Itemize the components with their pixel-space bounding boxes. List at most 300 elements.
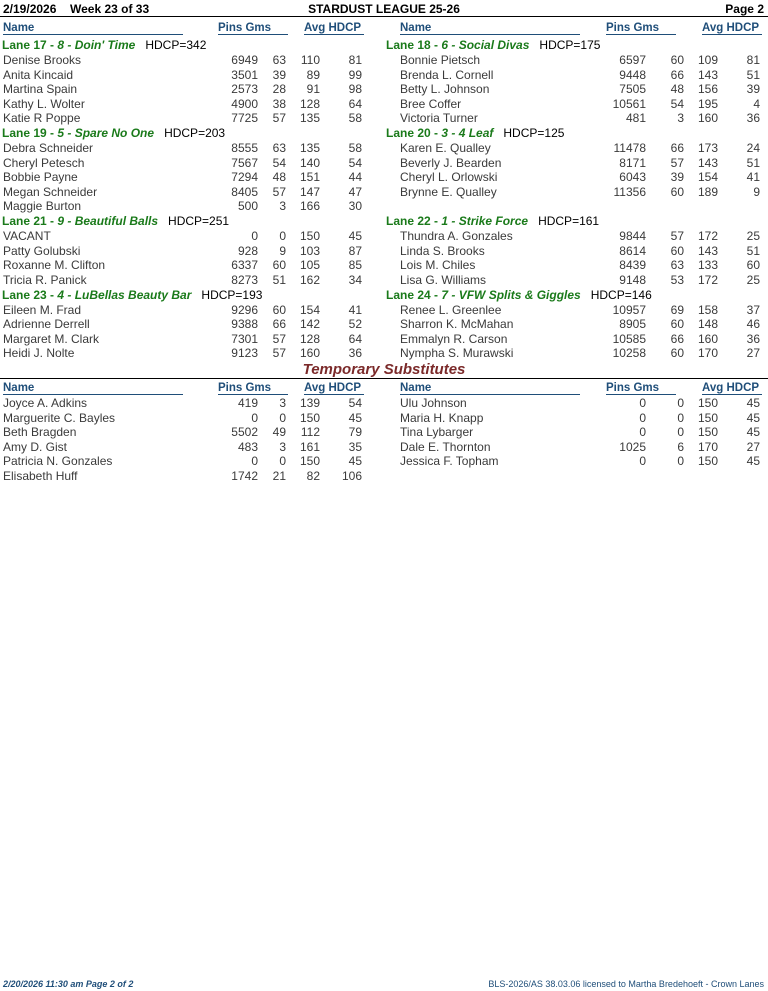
bowler-name: Debra Schneider	[3, 141, 94, 155]
team-handicap: HDCP=203	[164, 126, 226, 140]
bowler-average: 140	[299, 155, 320, 170]
bowler-games: 3	[279, 199, 286, 213]
bowler-name: Adrienne Derrell	[3, 317, 90, 331]
bowler-handicap: 24	[746, 141, 760, 155]
column-header-avg-hdcp: Avg HDCP	[702, 382, 762, 395]
bowler-games: 60	[670, 317, 684, 331]
bowler-pins: 6949	[231, 53, 258, 67]
bowler-name: Linda S. Brooks	[400, 243, 485, 258]
column-header-pins-gms: Pins Gms	[606, 382, 676, 395]
bowler-pins: 2573	[231, 82, 258, 96]
bowler-row	[0, 346, 768, 361]
bowler-pins: 7301	[231, 331, 258, 346]
bowler-name: Roxanne M. Clifton	[3, 258, 106, 272]
bowler-pins: 11478	[613, 141, 646, 155]
column-header-pins-gms: Pins Gms	[218, 382, 288, 395]
bowler-pins: 10585	[612, 331, 646, 346]
bowler-average: 150	[299, 229, 320, 243]
bowler-name: Joyce A. Adkins	[3, 396, 88, 410]
report-week: Week 23 of 33	[70, 2, 150, 16]
bowler-handicap: 36	[348, 346, 362, 360]
bowler-name: Heidi J. Nolte	[3, 346, 75, 360]
bowler-name: Tricia R. Panick	[3, 272, 87, 287]
column-header-right	[0, 22, 768, 36]
bowler-name: Katie R Poppe	[3, 111, 81, 125]
column-header-name: Name	[3, 22, 183, 35]
team-handicap: HDCP=251	[168, 214, 230, 228]
bowler-games: 66	[670, 67, 684, 82]
lane-heading	[2, 126, 225, 141]
bowler-row	[0, 82, 768, 97]
bowler-name: Tina Lybarger	[400, 425, 474, 439]
bowler-average: 142	[299, 317, 320, 331]
bowler-handicap: 45	[746, 425, 760, 439]
lane-number: Lane 19 -	[2, 126, 58, 140]
lane-number: Lane 20 -	[386, 126, 442, 140]
bowler-handicap: 45	[746, 410, 760, 425]
bowler-handicap: 45	[746, 454, 760, 468]
lane-heading	[2, 214, 229, 229]
bowler-average: 160	[697, 111, 718, 125]
bowler-pins: 10258	[612, 346, 646, 360]
bowler-pins: 8273	[231, 272, 258, 287]
bowler-pins: 928	[237, 243, 258, 258]
bowler-name: Renee L. Greenlee	[400, 302, 502, 317]
bowler-name: Bobbie Payne	[3, 170, 78, 184]
bowler-average: 189	[697, 184, 718, 199]
bowler-games: 0	[677, 454, 684, 468]
bowler-handicap: 27	[746, 346, 760, 360]
bowler-games: 48	[670, 82, 684, 96]
bowler-name: Patricia N. Gonzales	[3, 454, 113, 468]
bowler-pins: 10957	[612, 302, 646, 317]
column-header-name: Name	[400, 22, 580, 35]
bowler-row	[0, 156, 768, 171]
lane-heading	[386, 214, 599, 229]
bowler-name: Marguerite C. Bayles	[3, 410, 116, 425]
bowler-average: 147	[299, 184, 320, 199]
bowler-name: VACANT	[3, 229, 51, 243]
bowler-row	[0, 185, 768, 200]
bowler-games: 69	[670, 302, 684, 317]
bowler-games: 60	[670, 346, 684, 360]
bowler-average: 162	[299, 272, 320, 287]
bowler-games: 48	[272, 170, 286, 184]
bowler-average: 135	[299, 141, 320, 155]
bowler-handicap: 45	[746, 396, 760, 410]
bowler-name: Margaret M. Clark	[3, 331, 100, 346]
bowler-average: 195	[697, 96, 718, 111]
bowler-name: Beverly J. Bearden	[400, 155, 502, 170]
bowler-handicap: 106	[341, 468, 362, 483]
bowler-games: 0	[677, 396, 684, 410]
bowler-handicap: 58	[348, 141, 362, 155]
bowler-row	[0, 332, 768, 347]
bowler-name: Karen E. Qualley	[400, 141, 491, 155]
bowler-pins: 419	[237, 396, 258, 410]
bowler-row	[0, 454, 768, 469]
page-number: Page 2	[725, 2, 764, 16]
bowler-handicap: 36	[746, 331, 760, 346]
bowler-row	[0, 440, 768, 455]
bowler-handicap: 25	[746, 229, 760, 243]
bowler-pins: 8171	[619, 155, 646, 170]
bowler-row	[0, 170, 768, 185]
bowler-name: Dale E. Thornton	[400, 439, 491, 454]
bowler-handicap: 39	[746, 82, 760, 96]
bowler-pins: 10561	[612, 96, 646, 111]
bowler-name: Nympha S. Murawski	[400, 346, 514, 360]
bowler-games: 57	[670, 155, 684, 170]
bowler-average: 150	[299, 454, 320, 468]
bowler-pins: 8555	[231, 141, 258, 155]
bowler-games: 57	[670, 229, 684, 243]
column-header-name: Name	[3, 382, 183, 395]
bowler-name: Thundra A. Gonzales	[400, 229, 513, 243]
team-name: 7 - VFW Splits & Giggles	[441, 287, 581, 302]
bowler-name: Ulu Johnson	[400, 396, 467, 410]
team-handicap: HDCP=342	[145, 38, 207, 52]
bowler-handicap: 25	[746, 272, 760, 287]
bowler-games: 3	[279, 439, 286, 454]
bowler-name: Maggie Burton	[3, 199, 82, 213]
bowler-average: 82	[306, 468, 320, 483]
bowler-pins: 7294	[231, 170, 258, 184]
bowler-average: 128	[299, 331, 320, 346]
bowler-handicap: 4	[753, 96, 760, 111]
bowler-pins: 11356	[613, 184, 646, 199]
bowler-average: 170	[697, 439, 718, 454]
bowler-name: Anita Kincaid	[3, 67, 74, 82]
lane-heading	[386, 38, 600, 53]
bowler-handicap: 85	[348, 258, 362, 272]
bowler-pins: 0	[251, 229, 258, 243]
bowler-average: 150	[697, 396, 718, 410]
lane-number: Lane 24 -	[386, 287, 442, 302]
bowler-games: 3	[677, 111, 684, 125]
bowler-pins: 0	[251, 454, 258, 468]
bowler-pins: 7505	[619, 82, 646, 96]
bowler-handicap: 87	[348, 243, 362, 258]
bowler-name: Martina Spain	[3, 82, 78, 96]
substitutes-divider	[0, 378, 768, 379]
bowler-games: 54	[272, 155, 286, 170]
bowler-name: Megan Schneider	[3, 184, 98, 199]
bowler-pins: 0	[639, 454, 646, 468]
bowler-row	[0, 53, 768, 68]
bowler-average: 172	[697, 229, 718, 243]
bowler-pins: 7567	[231, 155, 258, 170]
bowler-average: 150	[697, 410, 718, 425]
lane-heading	[2, 38, 206, 53]
bowler-handicap: 37	[746, 302, 760, 317]
bowler-average: 112	[300, 425, 320, 439]
bowler-name: Bonnie Pietsch	[400, 53, 481, 67]
bowler-name: Elisabeth Huff	[3, 468, 78, 483]
bowler-pins: 4900	[231, 96, 258, 111]
bowler-handicap: 81	[348, 53, 362, 67]
bowler-pins: 8439	[619, 258, 646, 272]
bowler-name: Cheryl L. Orlowski	[400, 170, 498, 184]
bowler-games: 60	[670, 53, 684, 67]
bowler-pins: 9123	[231, 346, 258, 360]
bowler-average: 91	[306, 82, 320, 96]
lane-number: Lane 22 -	[386, 214, 442, 228]
bowler-handicap: 41	[348, 302, 362, 317]
bowler-pins: 6337	[231, 258, 258, 272]
bowler-handicap: 35	[348, 439, 362, 454]
bowler-handicap: 99	[348, 67, 362, 82]
bowler-games: 28	[272, 82, 286, 96]
bowler-games: 57	[272, 346, 286, 360]
bowler-row	[0, 303, 768, 318]
bowler-handicap: 45	[348, 410, 362, 425]
bowler-handicap: 36	[746, 111, 760, 125]
bowler-average: 148	[697, 317, 718, 331]
bowler-name: Brynne E. Qualley	[400, 184, 497, 199]
bowler-average: 105	[299, 258, 320, 272]
bowler-pins: 0	[639, 396, 646, 410]
bowler-average: 143	[697, 243, 718, 258]
bowler-row	[0, 411, 768, 426]
bowler-name: Kathy L. Wolter	[3, 96, 85, 111]
bowler-pins: 1025	[619, 439, 646, 454]
bowler-name: Lisa G. Williams	[400, 272, 487, 287]
bowler-name: Victoria Turner	[400, 111, 478, 125]
bowler-games: 60	[670, 184, 684, 199]
bowler-games: 0	[677, 410, 684, 425]
bowler-name: Lois M. Chiles	[400, 258, 476, 272]
bowler-average: 172	[697, 272, 718, 287]
bowler-games: 53	[670, 272, 684, 287]
bowler-games: 49	[272, 425, 286, 439]
bowler-pins: 1742	[231, 468, 258, 483]
team-name: 3 - 4 Leaf	[441, 126, 494, 140]
team-name: 4 - LuBellas Beauty Bar	[57, 287, 192, 302]
bowler-row	[0, 317, 768, 332]
bowler-games: 21	[272, 468, 286, 483]
bowler-average: 103	[299, 243, 320, 258]
bowler-games: 57	[272, 111, 286, 125]
lane-number: Lane 17 -	[2, 38, 58, 52]
bowler-handicap: 51	[746, 243, 760, 258]
bowler-row	[0, 469, 768, 484]
column-header-avg-hdcp: Avg HDCP	[702, 22, 762, 35]
bowler-games: 66	[670, 141, 684, 155]
bowler-pins: 8905	[619, 317, 646, 331]
team-name: 1 - Strike Force	[441, 214, 529, 228]
bowler-games: 0	[279, 410, 286, 425]
bowler-average: 161	[299, 439, 320, 454]
bowler-pins: 0	[251, 410, 258, 425]
bowler-average: 150	[697, 425, 718, 439]
bowler-row	[0, 273, 768, 288]
column-header-name: Name	[400, 382, 580, 395]
bowler-average: 158	[697, 302, 718, 317]
bowler-name: Eileen M. Frad	[3, 302, 82, 317]
bowler-pins: 6597	[619, 53, 646, 67]
bowler-name: Brenda L. Cornell	[400, 67, 494, 82]
bowler-games: 60	[272, 302, 286, 317]
bowler-handicap: 79	[348, 425, 362, 439]
bowler-average: 160	[299, 346, 320, 360]
bowler-handicap: 64	[348, 331, 362, 346]
lane-number: Lane 18 -	[386, 38, 442, 52]
column-header-subs-right	[0, 382, 768, 396]
bowler-average: 133	[697, 258, 718, 272]
column-header-pins-gms: Pins Gms	[218, 22, 288, 35]
bowler-handicap: 47	[348, 184, 362, 199]
bowler-row	[0, 258, 768, 273]
bowler-name: Denise Brooks	[3, 53, 82, 67]
bowler-average: 109	[697, 53, 718, 67]
bowler-average: 143	[697, 155, 718, 170]
lane-heading	[386, 126, 564, 141]
bowler-average: 89	[306, 67, 320, 82]
team-handicap: HDCP=146	[590, 287, 652, 302]
bowler-row	[0, 229, 768, 244]
bowler-row	[0, 141, 768, 156]
bowler-average: 151	[299, 170, 320, 184]
bowler-games: 39	[670, 170, 684, 184]
bowler-games: 60	[272, 258, 286, 272]
bowler-pins: 6043	[619, 170, 646, 184]
column-header-avg-hdcp: Avg HDCP	[304, 22, 364, 35]
bowler-pins: 9296	[231, 302, 258, 317]
team-handicap: HDCP=161	[538, 214, 600, 228]
bowler-average: 150	[299, 410, 320, 425]
bowler-handicap: 41	[746, 170, 760, 184]
column-header-avg-hdcp: Avg HDCP	[304, 382, 364, 395]
bowler-games: 38	[272, 96, 286, 111]
bowler-pins: 0	[639, 425, 646, 439]
column-header-pins-gms: Pins Gms	[606, 22, 676, 35]
bowler-pins: 9844	[619, 229, 646, 243]
bowler-row	[0, 396, 768, 411]
bowler-average: 110	[300, 53, 320, 67]
footer-license: BLS-2026/AS 38.03.06 licensed to Martha Bredehoeft - Crown Lanes	[488, 979, 764, 989]
bowler-games: 66	[272, 317, 286, 331]
bowler-games: 3	[279, 396, 286, 410]
bowler-handicap: 45	[348, 454, 362, 468]
bowler-handicap: 34	[348, 272, 362, 287]
bowler-handicap: 44	[348, 170, 362, 184]
bowler-handicap: 58	[348, 111, 362, 125]
bowler-handicap: 54	[348, 155, 362, 170]
lane-heading	[386, 288, 652, 303]
bowler-games: 0	[677, 425, 684, 439]
bowler-pins: 8614	[619, 243, 646, 258]
bowler-name: Sharron K. McMahan	[400, 317, 514, 331]
bowler-games: 57	[272, 331, 286, 346]
bowler-games: 0	[279, 229, 286, 243]
bowler-handicap: 64	[348, 96, 362, 111]
team-name: 8 - Doin' Time	[57, 38, 136, 52]
bowler-pins: 7725	[231, 111, 258, 125]
bowler-handicap: 98	[348, 82, 362, 96]
bowler-pins: 0	[639, 410, 646, 425]
bowler-handicap: 54	[348, 396, 362, 410]
bowler-average: 156	[697, 82, 718, 96]
bowler-handicap: 60	[746, 258, 760, 272]
bowler-average: 166	[299, 199, 320, 213]
bowler-average: 170	[697, 346, 718, 360]
bowler-games: 51	[272, 272, 286, 287]
bowler-handicap: 52	[348, 317, 362, 331]
lane-heading	[2, 288, 262, 303]
bowler-average: 160	[697, 331, 718, 346]
bowler-games: 9	[279, 243, 286, 258]
bowler-games: 0	[279, 454, 286, 468]
bowler-row	[0, 111, 768, 126]
bowler-name: Beth Bragden	[3, 425, 77, 439]
lane-number: Lane 23 -	[2, 287, 58, 302]
lane-number: Lane 21 -	[2, 214, 58, 228]
footer-timestamp: 2/20/2026 11:30 am Page 2 of 2	[3, 979, 134, 989]
bowler-row	[0, 68, 768, 83]
bowler-average: 150	[697, 454, 718, 468]
bowler-handicap: 51	[746, 67, 760, 82]
bowler-row	[0, 199, 768, 214]
bowler-games: 6	[677, 439, 684, 454]
bowler-pins: 9148	[619, 272, 646, 287]
bowler-name: Maria H. Knapp	[400, 410, 484, 425]
bowler-pins: 9388	[231, 317, 258, 331]
bowler-name: Emmalyn R. Carson	[400, 331, 508, 346]
report-date: 2/19/2026	[3, 2, 57, 16]
bowler-games: 57	[272, 184, 286, 199]
team-name: 6 - Social Divas	[441, 38, 530, 52]
bowler-pins: 3501	[231, 67, 258, 82]
bowler-average: 135	[299, 111, 320, 125]
bowler-pins: 483	[237, 439, 258, 454]
bowler-name: Jessica F. Topham	[400, 454, 499, 468]
report-header	[0, 0, 768, 17]
bowler-games: 54	[670, 96, 684, 111]
bowler-name: Patty Golubski	[3, 243, 81, 258]
bowler-row	[0, 97, 768, 112]
team-handicap: HDCP=175	[539, 38, 601, 52]
bowler-handicap: 9	[753, 184, 760, 199]
team-handicap: HDCP=125	[503, 126, 565, 140]
bowler-games: 63	[272, 53, 286, 67]
bowler-games: 63	[670, 258, 684, 272]
bowler-average: 128	[299, 96, 320, 111]
bowler-row	[0, 425, 768, 440]
team-handicap: HDCP=193	[201, 287, 263, 302]
bowler-name: Bree Coffer	[400, 96, 462, 111]
bowler-handicap: 46	[746, 317, 760, 331]
bowler-handicap: 51	[746, 155, 760, 170]
bowler-handicap: 27	[746, 439, 760, 454]
bowler-pins: 5502	[231, 425, 258, 439]
bowler-average: 143	[697, 67, 718, 82]
bowler-name: Betty L. Johnson	[400, 82, 490, 96]
bowler-pins: 8405	[231, 184, 258, 199]
bowler-name: Cheryl Petesch	[3, 155, 85, 170]
bowler-games: 39	[272, 67, 286, 82]
bowler-average: 173	[697, 141, 718, 155]
league-title: STARDUST LEAGUE 25-26	[308, 2, 460, 16]
bowler-name: Amy D. Gist	[3, 439, 68, 454]
bowler-row	[0, 244, 768, 259]
bowler-pins: 481	[625, 111, 646, 125]
bowler-handicap: 30	[348, 199, 362, 213]
bowler-average: 139	[299, 396, 320, 410]
bowler-handicap: 45	[348, 229, 362, 243]
bowler-games: 60	[670, 243, 684, 258]
substitutes-title: Temporary Substitutes	[302, 361, 466, 378]
